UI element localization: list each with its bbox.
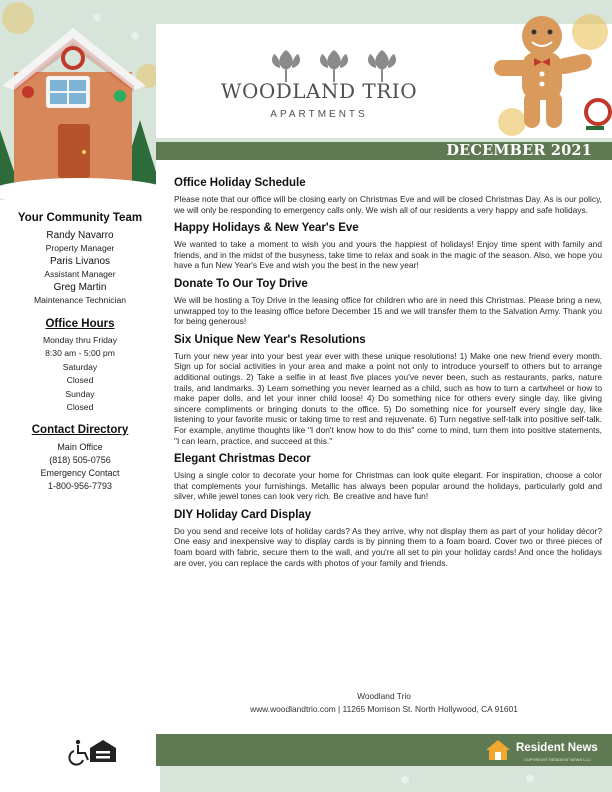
article-body: Do you send and receive lots of holiday cards? As they arrive, why not display them as part of your holiday décor? One easy and inexpensive way to display cards is by pinning them to a foam board. Cover two or three pieces of foam board with fabric, secure them to the wall, and you're all set to pin your holiday cards! And once the holidays are over, you can replace the cards with photos of your family and friends. xyxy=(174,525,602,568)
resident-news-copyright: COPYRIGHT RESIDENT NEWS LLC xyxy=(524,757,591,762)
article-title: Elegant Christmas Decor xyxy=(174,453,311,466)
hours-heading: Office Hours xyxy=(45,318,115,330)
sidebar xyxy=(0,200,160,792)
footer-property-name: Woodland Trio xyxy=(357,691,411,701)
gingerbread-house-illustration xyxy=(0,0,160,200)
snowflake-icon: ❄ xyxy=(92,11,103,25)
article-office-holiday-schedule xyxy=(174,176,602,215)
compliance-icons xyxy=(68,738,138,766)
candy-icon xyxy=(586,100,610,124)
hours-line: 8:30 am - 5:00 pm xyxy=(45,347,115,358)
article-body: Please note that our office will be closing early on Christmas Eve and will be closed Christmas Day. As is our policy, we will only be responding to emergency calls only. We wish all of our residents a very happy and safe holidays. xyxy=(174,194,602,215)
hours-line: Saturday xyxy=(62,362,98,372)
team-block xyxy=(0,212,160,306)
house-logo-icon xyxy=(484,738,512,762)
article-body: Turn your new year into your best year ever with these unique resolutions! 1) Make one new friend every month. Sign up for social activities in your area and make a point not only to introduce yourself to others but to arrange additional outings. 2) Take a selfie in at least five places you've never been, such as restaurants, parks, nature trails, and landmarks. 3) Learn something you never learned as a child, such as how to turn a cartwheel or how to make paper dolls, and let your inner child loose! 4) Do something nice for others every single day, like giving sincere compliments or bringing donuts to the office. 5) Do something nice for yourself every single day, like listening to your favorite music or taking time to rest and rejuvenate. 6) Turn negative self-talk into positive self-talk. For example, anytime thoughts like "I don't know how to do this" come to mind, turn them into positive statements, "I can learn, practice, and succeed at this." xyxy=(174,350,602,446)
newsletter-content xyxy=(156,160,612,734)
hours-line: Monday thru Friday xyxy=(42,335,118,345)
article-title: DIY Holiday Card Display xyxy=(174,508,312,521)
hours-line: Closed xyxy=(66,374,94,385)
hours-line: Closed xyxy=(66,401,94,412)
article-toy-drive xyxy=(174,277,602,327)
bottom-bar xyxy=(156,734,612,766)
article-body: We wanted to take a moment to wish you and yours the happiest of holidays! Enjoy time spent with family and friends, and in the midst of the busyness, take time to relax and soak in the magic of the season. Also, we hope you have a fun New Year's Eve and wish you the best in the new year! xyxy=(174,239,602,271)
article-title: Happy Holidays & New Year's Eve xyxy=(174,222,359,235)
snowflake-icon xyxy=(572,14,608,50)
team-member-name: Greg Martin xyxy=(53,282,107,293)
wreath-icon xyxy=(63,48,83,68)
equal-housing-icon xyxy=(90,740,116,762)
contact-block xyxy=(0,424,160,493)
brand-subtitle: APARTMENTS xyxy=(270,109,368,120)
team-member-name: Paris Livanos xyxy=(49,256,111,267)
hours-block xyxy=(0,318,160,413)
contact-line: 1-800-956-7793 xyxy=(47,481,113,491)
article-title: Six Unique New Year's Resolutions xyxy=(174,333,366,346)
snowflake-icon: ❄ xyxy=(130,29,141,43)
snowflake-icon: ❄ xyxy=(400,773,411,787)
article-christmas-decor xyxy=(174,452,602,502)
team-member-role: Property Manager xyxy=(45,243,115,253)
resident-news-label: Resident News xyxy=(516,742,598,754)
article-body: We will be hosting a Toy Drive in the leasing office for children who are in need this Christmas. Please bring a new, unwrapped toy to the leasing office before December 15 and we will transfer them to the Salvation Army. Thank you for being generous! xyxy=(174,294,602,327)
brand-name: WOODLAND TRIO xyxy=(220,79,418,103)
article-title: Donate To Our Toy Drive xyxy=(174,277,308,290)
corner-panel xyxy=(0,728,60,764)
gingerbread-man-illustration xyxy=(486,10,612,140)
footer xyxy=(156,690,612,716)
contact-heading: Contact Directory xyxy=(31,424,129,436)
candy-icon xyxy=(22,86,34,98)
resident-news-logo xyxy=(484,738,596,762)
contact-line: Main Office xyxy=(57,442,103,452)
team-member-role: Assistant Manager xyxy=(44,269,116,279)
team-member-role: Maintenance Technician xyxy=(33,295,127,305)
article-happy-holidays xyxy=(174,221,602,271)
contact-line: (818) 505-0756 xyxy=(49,455,111,465)
snowflake-icon xyxy=(498,108,526,136)
article-title: Office Holiday Schedule xyxy=(174,177,306,189)
footer-address: www.woodlandtrio.com | 11265 Morrison St. North Hollywood, CA 91601 xyxy=(250,704,518,714)
team-member-name: Randy Navarro xyxy=(46,230,114,241)
hours-line: Sunday xyxy=(65,389,95,399)
article-column xyxy=(174,176,602,574)
issue-month: DECEMBER 2021 xyxy=(446,142,592,159)
snowflake-icon: ❄ xyxy=(525,772,536,786)
month-bar xyxy=(156,142,612,160)
snowflake-icon xyxy=(2,2,34,34)
article-resolutions xyxy=(174,333,602,446)
team-heading: Your Community Team xyxy=(17,212,143,224)
article-body: Using a single color to decorate your home for Christmas can look quite elegant. For inspiration, choose a color that complements your furnishings. Metallic has always been popular around the holidays, particularly gold and silver, while jewel tones can look very rich. Be creative and have fun! xyxy=(174,470,602,502)
article-card-display xyxy=(174,508,602,568)
wheelchair-icon xyxy=(69,740,88,765)
candy-icon xyxy=(114,90,126,102)
contact-line: Emergency Contact xyxy=(40,468,120,478)
